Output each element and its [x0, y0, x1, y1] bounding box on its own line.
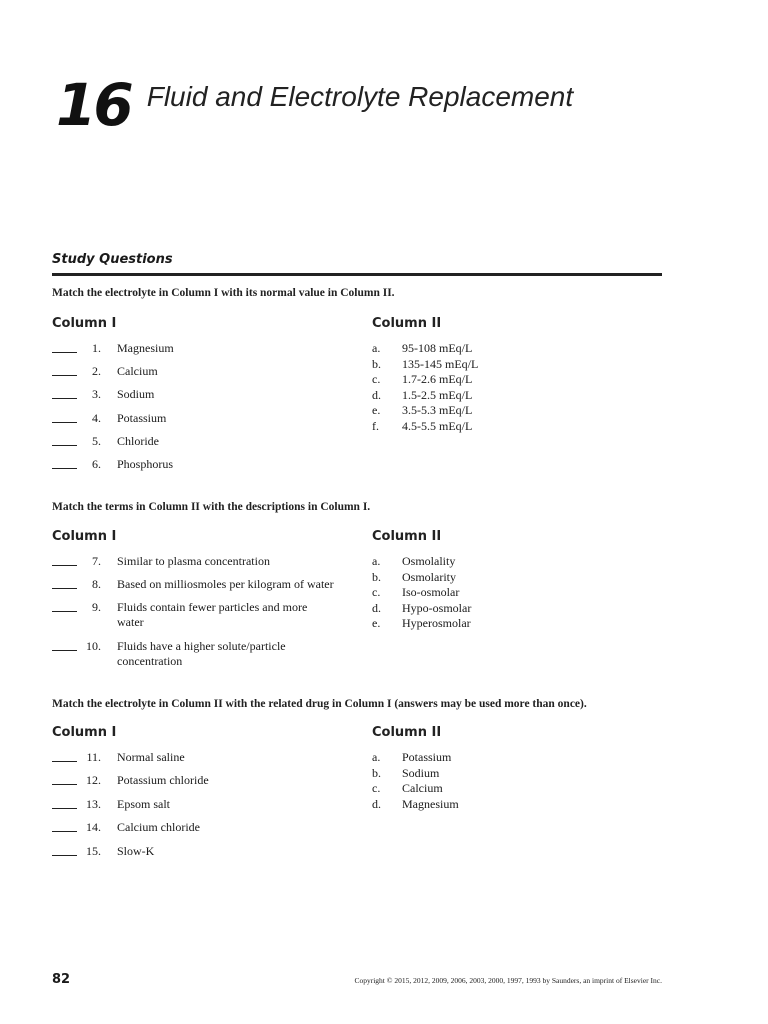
question-9	[52, 600, 322, 630]
option-letter: c.	[372, 372, 381, 386]
option-letter: c.	[372, 781, 381, 795]
question-text: Chloride	[117, 434, 159, 448]
question-number: 4.	[92, 411, 101, 425]
question-7	[52, 554, 362, 569]
option-text: Potassium	[402, 750, 452, 764]
option-text: Osmolarity	[402, 569, 456, 584]
answer-blank[interactable]	[52, 387, 77, 399]
option-text: 4.5-5.5 mEq/L	[402, 418, 473, 433]
part3-column2-title: Column II	[372, 725, 442, 740]
chapter-header	[56, 71, 574, 139]
part3-options	[372, 750, 459, 812]
option-letter: b.	[372, 569, 381, 584]
question-number: 7.	[92, 554, 101, 568]
option-letter: b.	[372, 765, 381, 780]
question-text: Slow-K	[117, 844, 155, 858]
part2-column2-title: Column II	[372, 529, 442, 544]
question-number: 9.	[92, 600, 101, 614]
question-text: Based on milliosmoles per kilogram of water	[117, 577, 334, 591]
answer-blank[interactable]	[52, 600, 77, 612]
question-text: Calcium chloride	[117, 820, 200, 834]
part1-column2-title: Column II	[372, 316, 442, 331]
option-text: Hyperosmolar	[402, 616, 471, 630]
option-b	[372, 766, 459, 782]
answer-blank[interactable]	[52, 364, 77, 376]
question-number: 3.	[92, 387, 101, 401]
question-15	[52, 844, 362, 859]
question-number: 13.	[86, 797, 101, 811]
answer-blank[interactable]	[52, 797, 77, 809]
option-letter: d.	[372, 387, 381, 402]
question-text: Potassium chloride	[117, 773, 209, 787]
answer-blank[interactable]	[52, 554, 77, 566]
question-text: Phosphorus	[117, 457, 174, 471]
option-a	[372, 341, 478, 357]
answer-blank[interactable]	[52, 773, 77, 785]
option-letter: e.	[372, 403, 381, 417]
part2-column1-title: Column I	[52, 529, 117, 544]
question-number: 15.	[86, 844, 101, 858]
question-2	[52, 364, 362, 379]
part1-column1-title: Column I	[52, 316, 117, 331]
answer-blank[interactable]	[52, 639, 77, 651]
question-number: 1.	[92, 341, 101, 355]
answer-blank[interactable]	[52, 341, 77, 353]
question-text: Epsom salt	[117, 797, 170, 811]
copyright-notice: Copyright © 2015, 2012, 2009, 2006, 2003, 2000, 1997, 1993 by Saunders, an imprint of Elsevier Inc.	[354, 976, 662, 985]
option-letter: f.	[372, 418, 379, 433]
option-e	[372, 403, 478, 419]
question-4	[52, 411, 362, 426]
option-text: 3.5-5.3 mEq/L	[402, 403, 473, 417]
option-text: Hypo-osmolar	[402, 600, 472, 615]
question-text: Magnesium	[117, 341, 174, 355]
question-text: Sodium	[117, 387, 155, 401]
option-text: 1.5-2.5 mEq/L	[402, 387, 473, 402]
option-b	[372, 357, 478, 373]
option-letter: b.	[372, 356, 381, 371]
question-5	[52, 434, 362, 449]
question-8	[52, 577, 362, 592]
question-10	[52, 639, 322, 669]
question-12	[52, 773, 362, 788]
answer-blank[interactable]	[52, 844, 77, 856]
question-text: Fluids have a higher solute/particle concentration	[117, 639, 286, 668]
question-text: Calcium	[117, 364, 158, 378]
option-b	[372, 570, 471, 586]
option-text: 1.7-2.6 mEq/L	[402, 372, 473, 386]
option-f	[372, 419, 478, 435]
option-a	[372, 554, 471, 570]
answer-blank[interactable]	[52, 434, 77, 446]
option-text: 135-145 mEq/L	[402, 356, 479, 371]
option-letter: a.	[372, 341, 381, 355]
answer-blank[interactable]	[52, 411, 77, 423]
option-d	[372, 797, 459, 813]
question-number: 2.	[92, 364, 101, 378]
part3-column1-title: Column I	[52, 725, 117, 740]
question-number: 10.	[86, 639, 101, 653]
question-number: 5.	[92, 434, 101, 448]
question-1	[52, 341, 362, 356]
question-text: Fluids contain fewer particles and more water	[117, 600, 308, 629]
option-text: 95-108 mEq/L	[402, 341, 473, 355]
option-letter: d.	[372, 600, 381, 615]
question-number: 12.	[86, 773, 101, 787]
option-letter: a.	[372, 750, 381, 764]
question-number: 6.	[92, 457, 101, 471]
part1-instruction: Match the electrolyte in Column I with its normal value in Column II.	[52, 287, 395, 299]
question-13	[52, 797, 362, 812]
question-6	[52, 457, 362, 472]
question-text: Normal saline	[117, 750, 185, 764]
option-d	[372, 388, 478, 404]
option-text: Osmolality	[402, 554, 456, 568]
question-text: Potassium	[117, 411, 167, 425]
option-letter: c.	[372, 585, 381, 599]
answer-blank[interactable]	[52, 457, 77, 469]
part2-options	[372, 554, 471, 632]
chapter-number: 16	[56, 71, 131, 139]
chapter-title: Fluid and Electrolyte Replacement	[146, 81, 574, 112]
option-e	[372, 616, 471, 632]
part2-instruction: Match the terms in Column II with the descriptions in Column I.	[52, 501, 371, 513]
option-c	[372, 372, 478, 388]
option-letter: e.	[372, 616, 381, 630]
answer-blank[interactable]	[52, 577, 77, 589]
part3-instruction: Match the electrolyte in Column II with the related drug in Column I (answers may be used more than once).	[52, 698, 587, 710]
page-number: 82	[52, 972, 71, 987]
section-title: Study Questions	[52, 252, 662, 276]
question-number: 8.	[92, 577, 101, 591]
option-letter: a.	[372, 554, 381, 568]
answer-blank[interactable]	[52, 820, 77, 832]
option-d	[372, 601, 471, 617]
question-14	[52, 820, 362, 835]
option-a	[372, 750, 459, 766]
option-text: Magnesium	[402, 796, 459, 811]
option-text: Sodium	[402, 765, 440, 780]
option-c	[372, 781, 459, 797]
option-c	[372, 585, 471, 601]
option-text: Iso-osmolar	[402, 585, 460, 599]
question-number: 14.	[86, 820, 101, 834]
question-11	[52, 750, 362, 765]
answer-blank[interactable]	[52, 750, 77, 762]
option-text: Calcium	[402, 781, 443, 795]
option-letter: d.	[372, 796, 381, 811]
question-3	[52, 387, 362, 402]
question-text: Similar to plasma concentration	[117, 554, 270, 568]
part1-options	[372, 341, 478, 434]
question-number: 11.	[86, 750, 101, 764]
